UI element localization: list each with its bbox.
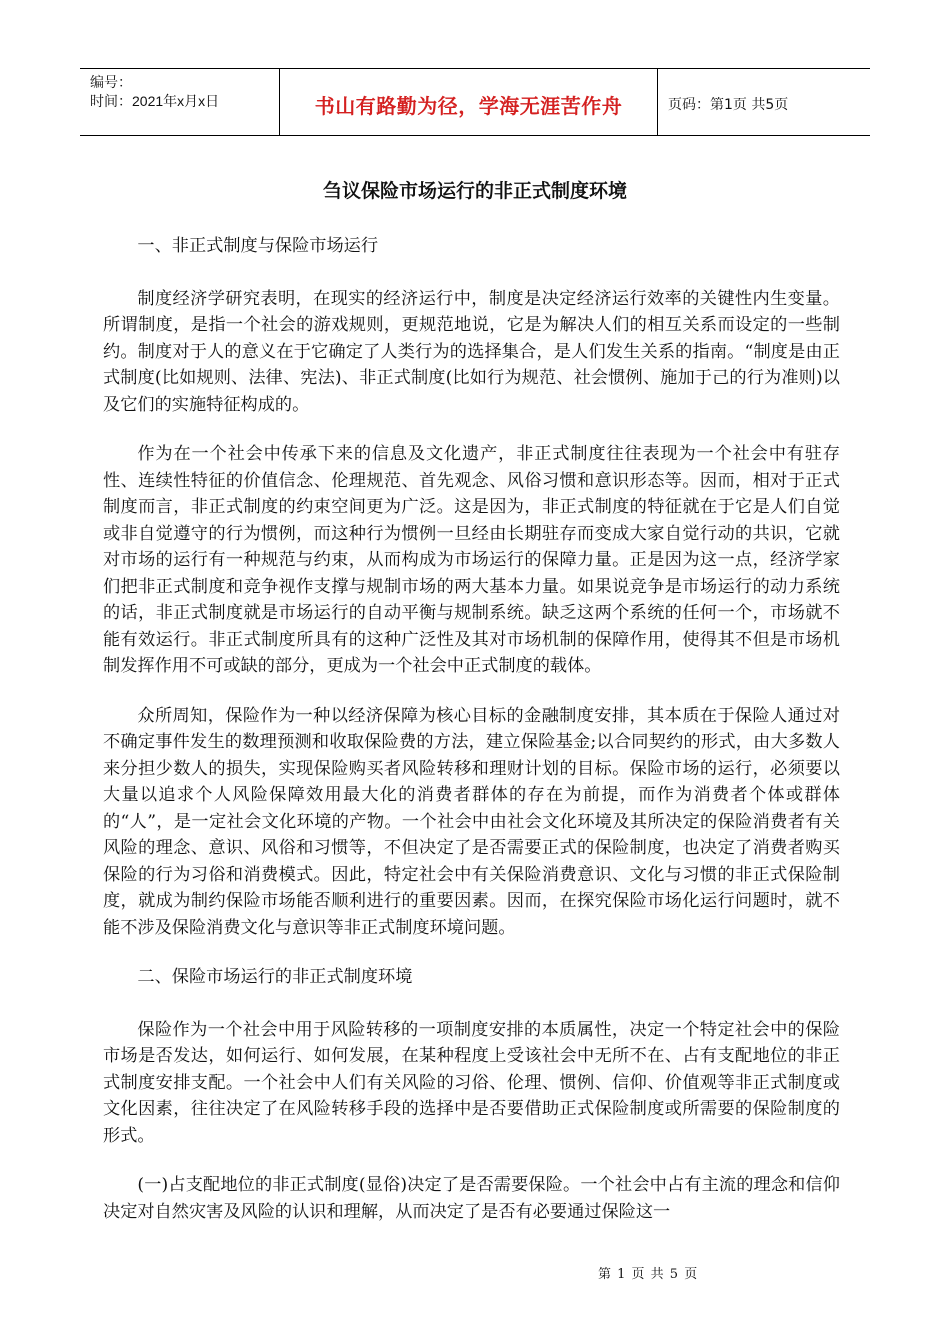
paragraph: 保险作为一个社会中用于风险转移的一项制度安排的本质属性，决定一个特定社会中的保险市场是否发达，如何运行、如何发展，在某种程度上受该社会中无所不在、占有支配地位的非正式制度安排支配。一个社会中人们有关风险的习俗、伦理、惯例、信仰、价值观等非正式制度或文化因素，往往决定了在风险转移手段的选择中是否要借助正式保险制度或所需要的保险制度的形式。: [103, 1019, 840, 1146]
header-motto-cell: [280, 69, 658, 135]
paragraph: 作为在一个社会中传承下来的信息及文化遗产，非正式制度往往表现为一个社会中有驻存性、连续性特征的价值信念、伦理规范、首先观念、风俗习惯和意识形态等。因而，相对于正式制度而言，非正式制度的约束空间更为广泛。这是因为，非正式制度的特征就在于它是人们自觉或非自觉遵守的行为惯例，而这种行为惯例一旦经由长期驻存而变成大家自觉行动的共识，它就对市场的运行有一种规范与约束，从而构成为市场运行的保障力量。正是因为这一点，经济学家们把非正式制度和竞争视作支撑与规制市场的两大基本力量。如果说竞争是市场运行的动力系统的话，非正式制度就是市场运行的自动平衡与规制系统。缺乏这两个系统的任何一个，市场就不能有效运行。非正式制度所具有的这种广泛性及其对市场机制的保障作用，使得其不但是市场机制发挥作用不可或缺的部分，更成为一个社会中正式制度的载体。: [103, 444, 840, 676]
document-body: [103, 233, 840, 1248]
number-label: 编号：: [90, 74, 132, 90]
paragraph: 众所周知，保险作为一种以经济保障为核心目标的金融制度安排，其本质在于保险人通过对不确定事件发生的数理预测和收取保险费的方法，建立保险基金;以合同契约的形式，由大多数人来分担少数人的损失，实现保险购买者风险转移和理财计划的目标。保险市场的运行，必须要以大量以追求个人风险保障效用最大化的消费者群体的存在为前提，而作为消费者个体或群体的“人”，是一定社会文化环境的产物。一个社会中由社会文化环境及其所决定的保险消费者有关风险的理念、意识、风俗和习惯等，不但决定了是否需要正式的保险制度，也决定了消费者购买保险的行为习俗和消费模式。因此，特定社会中有关保险消费意识、文化与习惯的非正式保险制度，就成为制约保险市场能否顺利进行的重要因素。因而，在探究保险市场化运行问题时，就不能不涉及保险消费文化与意识等非正式制度环境问题。: [103, 705, 840, 938]
document-header: [80, 68, 870, 136]
paragraph: 制度经济学研究表明，在现实的经济运行中，制度是决定经济运行效率的关键性内生变量。所谓制度，是指一个社会的游戏规则，更规范地说，它是为解决人们的相互关系而设定的一些制约。制度对于人的意义在于它确定了人类行为的选择集合，是人们发生关系的指南。“制度是由正式制度(比如规则、法律、宪法)、非正式制度(比如行为规范、社会惯例、施加于己的行为准则)以及它们的实施特征构成的。: [103, 288, 840, 415]
section-heading-1: 一、非正式制度与保险市场运行: [137, 236, 379, 256]
section-heading-2: 二、保险市场运行的非正式制度环境: [137, 967, 413, 987]
page-info-text: 页码：第1页 共5页: [668, 97, 789, 113]
header-meta: [80, 69, 280, 135]
header-page-info: [658, 69, 870, 135]
time-label: 时间：2021年x月x日: [90, 93, 220, 109]
motto-text: 书山有路勤为径，学海无涯苦作舟: [314, 93, 623, 118]
page-footer: 第 1 页 共 5 页: [598, 1267, 699, 1282]
paragraph: (一)占支配地位的非正式制度(显俗)决定了是否需要保险。一个社会中占有主流的理念和信仰决定对自然灾害及风险的认识和理解，从而决定了是否有必要通过保险这一: [103, 1175, 840, 1222]
document-title: 刍议保险市场运行的非正式制度环境: [322, 180, 627, 202]
